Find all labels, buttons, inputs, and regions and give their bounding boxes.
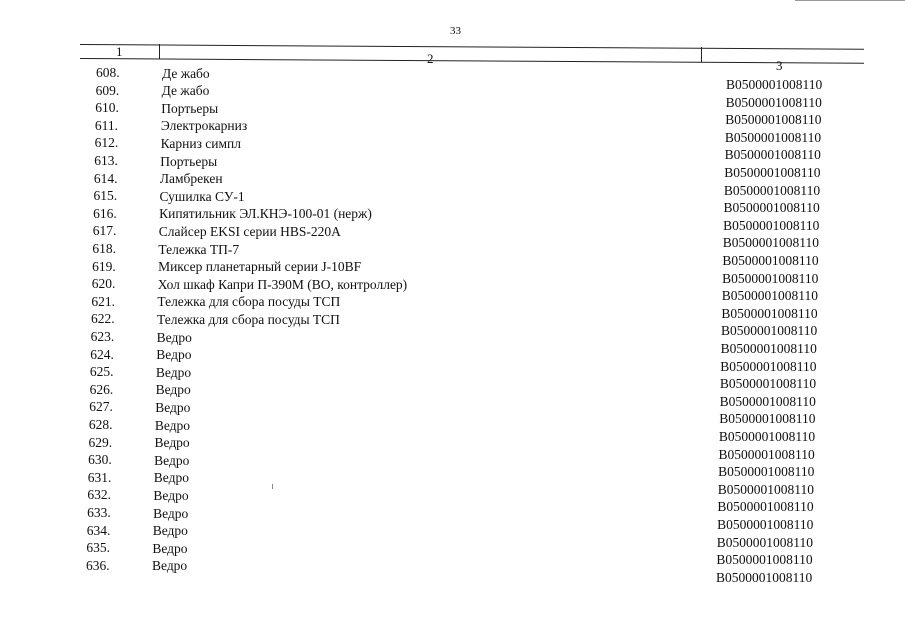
column-header-1: 1 [116,44,123,59]
item-name: Электрокарниз [160,118,248,134]
item-name: Ведро [153,487,189,503]
row-number: 611. [94,117,119,133]
table-header-divider-2 [701,47,702,62]
item-name: Ведро [154,435,190,451]
page-number: 33 [450,25,461,37]
corner-scan-mark [795,0,905,1]
item-name: Ведро [152,523,188,539]
inventory-code: В0500001008110 [723,217,820,233]
inventory-code: В0500001008110 [718,446,815,462]
row-number: 619. [92,258,116,274]
inventory-code: В0500001008110 [725,112,822,128]
inventory-code: В0500001008110 [722,253,819,268]
inventory-code: В0500001008110 [724,165,821,180]
item-name: Ведро [153,505,189,521]
row-number: 620. [91,276,116,292]
row-number: 636. [86,557,110,573]
row-number: 609. [95,82,120,98]
inventory-code: В0500001008110 [716,569,813,585]
inventory-code: В0500001008110 [719,376,817,392]
column-header-3: 3 [776,58,783,73]
item-name: Ведро [154,417,191,433]
inventory-code: В0500001008110 [721,305,818,321]
row-number: 635. [86,540,110,556]
row-number: 615. [93,188,118,204]
inventory-code: В0500001008110 [721,288,818,304]
row-number: 621. [91,293,115,309]
inventory-code: В0500001008110 [721,323,818,339]
inventory-code: В0500001008110 [720,341,817,356]
row-number: 626. [89,381,114,397]
row-number: 613. [94,153,118,168]
item-name: Ламбрекен [159,171,223,187]
item-name: Ведро [156,329,192,345]
item-name: Ведро [152,540,188,556]
row-number: 628. [88,417,113,432]
inventory-code: В0500001008110 [722,270,819,286]
table-header-bottom-border [80,58,864,64]
table-header-top-border [80,44,864,50]
inventory-code: В0500001008110 [719,411,816,427]
row-number: 625. [89,364,114,380]
item-name: Тележка для сбора посуды ТСП [157,311,340,327]
item-name: Хол шкаф Капри П-390М (ВО, контроллер) [157,276,408,292]
item-name: Тележка для сбора посуды ТСП [157,294,341,310]
item-name: Ведро [155,399,191,415]
row-number: 617. [92,223,117,239]
inventory-code: В0500001008110 [723,182,821,198]
item-name: Сушилка СУ-1 [159,188,245,204]
row-number: 622. [91,311,115,327]
inventory-code: В0500001008110 [717,517,814,532]
row-number: 612. [94,135,119,151]
inventory-code: В0500001008110 [717,499,814,515]
row-number: 634. [86,522,111,538]
scan-speck [272,484,273,489]
row-number: 616. [93,205,117,221]
table-header-divider-1 [159,44,160,59]
item-name: Портьеры [160,153,218,169]
inventory-code: В0500001008110 [724,129,822,145]
row-number: 627. [89,399,113,415]
inventory-code: В0500001008110 [716,534,813,550]
item-name: Ведро [152,558,188,574]
item-name: Слайсер EKSI серии HBS-220A [158,223,341,239]
row-number: 608. [96,65,120,80]
item-name: Де жабо [162,65,210,81]
row-number: 614. [93,170,118,186]
row-number: 632. [87,487,112,503]
row-number: 623. [90,329,115,344]
item-name: Ведро [153,470,189,486]
inventory-code: В0500001008110 [719,393,816,409]
inventory-code: В0500001008110 [717,481,815,497]
item-name: Ведро [156,347,192,363]
column-header-2: 2 [427,51,434,66]
inventory-code: В0500001008110 [722,235,820,251]
item-name: Ведро [155,364,192,380]
item-name: Миксер планетарный серии J-10BF [158,259,362,275]
item-name: Ведро [154,452,190,468]
inventory-code: В0500001008110 [726,77,823,92]
row-number: 624. [90,346,114,362]
item-name: Кипятильник ЭЛ.КНЭ-100-01 (нерж) [159,206,372,222]
item-name: Ведро [155,382,191,398]
inventory-code: В0500001008110 [718,464,815,480]
item-name: Тележка ТП-7 [158,241,240,257]
row-number: 631. [87,469,112,485]
inventory-code: В0500001008110 [724,147,821,163]
inventory-code: В0500001008110 [725,94,822,110]
inventory-code: В0500001008110 [720,358,817,374]
item-name: Де жабо [161,83,210,99]
row-number: 610. [95,100,119,116]
inventory-code: В0500001008110 [723,200,820,216]
inventory-code: В0500001008110 [718,429,816,444]
row-number: 630. [88,452,112,468]
item-name: Карниз симпл [160,135,242,151]
item-name: Портьеры [161,100,219,116]
row-number: 629. [88,434,113,450]
row-number: 633. [87,505,111,520]
row-number: 618. [92,241,117,256]
inventory-code: В0500001008110 [716,552,813,568]
